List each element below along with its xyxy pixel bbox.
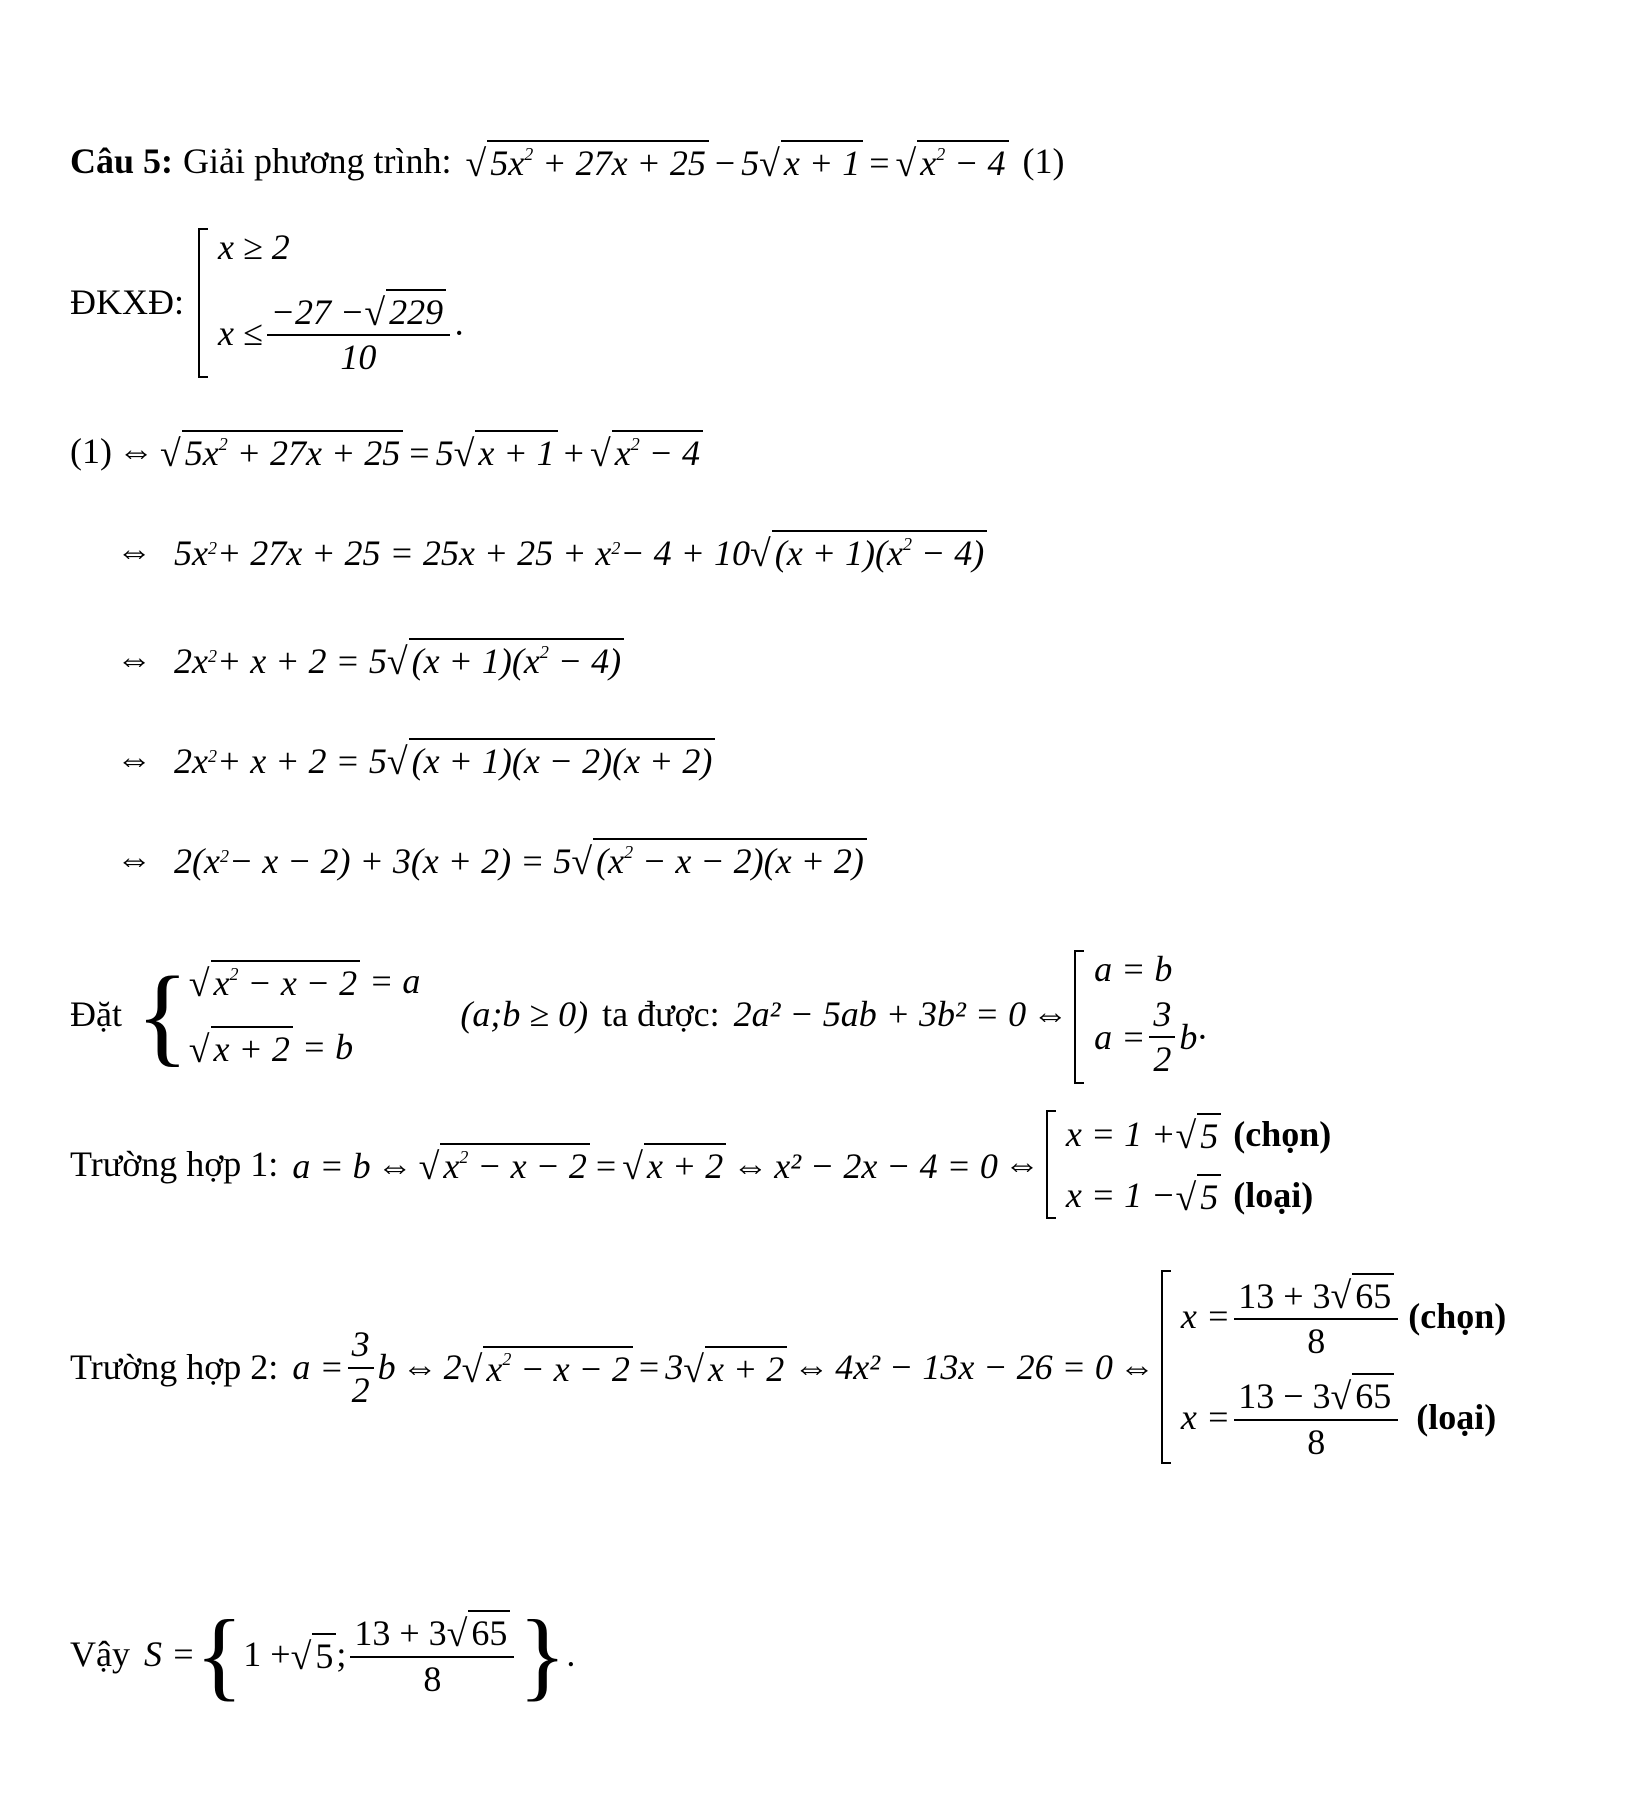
step-2: ⇔ 5x $^2$ + 27x + 25 = 25x + 25 + x $^2$ − 4 + 10 √ $(x + 1)(x^2 - 4)$: [110, 530, 987, 574]
substitution-system: √ $x^2 - x - 2$ = a √ x + 2 = b: [188, 961, 421, 1072]
case-2: Trường hợp 2: a = $\frac{3}{2}$ b ⇔ 2 √ $x^2 - x - 2$ = 3 √ x + 2 ⇔ 4x² − 13x − 26 = 0 ⇔ x = 13 + 3 √ 65 8 (chọn) x = 13 − 3 √ 65 8 (loại): [70, 1270, 1506, 1465]
dkxd-conditions: [218, 228, 463, 378]
step-1: (1) ⇔ √ $5x^2 + 27x + 25$ = 5 √ x + 1 + √ $x^2 - 4$: [70, 430, 703, 474]
step-5: ⇔ 2(x $^2$ − x − 2) + 3(x + 2) = 5 √ $(x^2 - x - 2)(x + 2)$: [110, 838, 867, 882]
curly-brace: {: [135, 954, 189, 1076]
dkxd-line: [70, 228, 463, 378]
substitution-line: Đặt { √ $x^2 - x - 2$ = a √ x + 2 = b (a;b ≥ 0) ta được: 2a² − 5ab + 3b² = 0 ⇔ a = b a = $\frac{3}{2}$ b ·: [70, 950, 1206, 1080]
square-bracket: [198, 228, 208, 378]
dkxd-cond2: x ≤ −27 − √ 229 10 ·: [218, 289, 463, 378]
question-label: Câu 5:: [70, 141, 174, 181]
case-1: Trường hợp 1: a = b ⇔ √ $x^2 - x - 2$ = √ x + 2 ⇔ x² − 2x − 4 = 0 ⇔ x = 1 + √ 5 (chọn) x = 1 − √ 5 (loại): [70, 1110, 1331, 1220]
question-line: [70, 140, 1065, 184]
conclusion: Vậy S = { 1 + √ 5 ; 13 + 3 √ 65 8 } .: [70, 1599, 576, 1710]
step-4: ⇔ 2x $^2$ + x + 2 = 5 √ (x + 1)(x − 2)(x + 2): [110, 738, 715, 782]
dkxd-label: ĐKXĐ:: [70, 282, 184, 323]
equation-tag: (1): [1022, 141, 1065, 181]
dkxd-cond1: x ≥ 2: [218, 227, 290, 267]
main-equation: √ $5x^2 + 27x + 25$ − 5 √ x + 1 = √ $x^2 - 4$: [466, 140, 1009, 184]
question-text: Giải phương trình:: [183, 141, 452, 181]
step-3: ⇔ 2x $^2$ + x + 2 = 5 √ $(x + 1)(x^2 - 4)$: [110, 638, 624, 682]
